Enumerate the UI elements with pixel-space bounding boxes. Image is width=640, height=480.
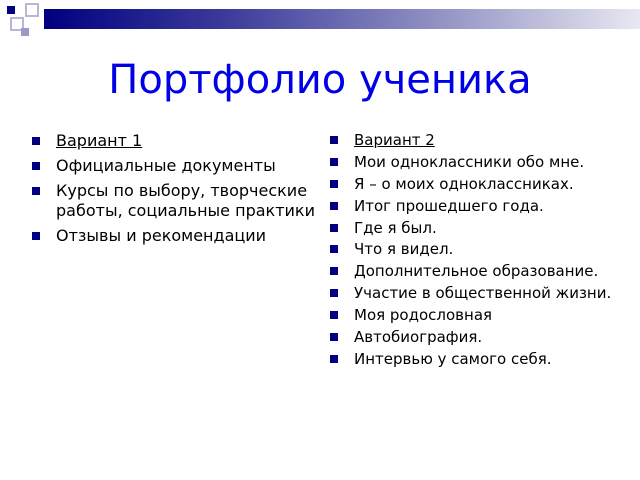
list-item bbox=[328, 240, 628, 259]
header-gradient-bar bbox=[44, 9, 640, 29]
square-bullet-icon bbox=[330, 311, 338, 319]
list-item-text: Где я был. bbox=[354, 218, 437, 237]
list-item-text: Автобиография. bbox=[354, 328, 483, 347]
list-item bbox=[328, 306, 628, 325]
list-item-text: Итог прошедшего года. bbox=[354, 196, 544, 215]
square-bullet-icon bbox=[330, 355, 338, 363]
list-item bbox=[328, 219, 628, 238]
list-item-text: Интервью у самого себя. bbox=[354, 349, 552, 368]
list-item-text: Дополнительное образование. bbox=[354, 262, 599, 281]
list-item-text: Курсы по выбору, творческие работы, социальные практики bbox=[56, 180, 315, 221]
decor-square-light bbox=[21, 28, 29, 36]
square-bullet-icon bbox=[32, 187, 40, 195]
list-item-text: Участие в общественной жизни. bbox=[354, 284, 612, 303]
list-item bbox=[30, 181, 315, 223]
left-column bbox=[30, 131, 315, 251]
list-item-text: Официальные документы bbox=[56, 155, 276, 175]
variant-1-heading: Вариант 1 bbox=[56, 131, 143, 150]
square-bullet-icon bbox=[330, 202, 338, 210]
decor-square-outline-top bbox=[25, 3, 39, 17]
list-item bbox=[30, 156, 315, 177]
square-bullet-icon bbox=[32, 137, 40, 145]
list-item-text: Отзывы и рекомендации bbox=[56, 226, 267, 246]
square-bullet-icon bbox=[330, 180, 338, 188]
list-item bbox=[328, 262, 628, 281]
list-item-text: Мои одноклассники обо мне. bbox=[354, 152, 585, 171]
square-bullet-icon bbox=[330, 158, 338, 166]
list-item bbox=[328, 153, 628, 172]
list-item bbox=[328, 131, 628, 150]
left-bullet-list bbox=[30, 131, 315, 247]
right-bullet-list bbox=[328, 131, 628, 369]
square-bullet-icon bbox=[32, 232, 40, 240]
list-item bbox=[328, 197, 628, 216]
list-item-text: Я – о моих одноклассниках. bbox=[354, 174, 574, 193]
square-bullet-icon bbox=[330, 289, 338, 297]
square-bullet-icon bbox=[330, 245, 338, 253]
list-item bbox=[328, 350, 628, 369]
square-bullet-icon bbox=[330, 136, 338, 144]
list-item bbox=[30, 226, 315, 247]
right-column bbox=[328, 131, 628, 372]
list-item bbox=[328, 175, 628, 194]
variant-2-heading: Вариант 2 bbox=[354, 131, 435, 149]
list-item-text: Что я видел. bbox=[354, 240, 454, 259]
list-item-text: Моя родословная bbox=[354, 306, 493, 325]
list-item bbox=[30, 131, 315, 152]
list-item bbox=[328, 284, 628, 303]
decor-square-navy-top-left bbox=[7, 6, 15, 14]
square-bullet-icon bbox=[32, 162, 40, 170]
square-bullet-icon bbox=[330, 224, 338, 232]
square-bullet-icon bbox=[330, 333, 338, 341]
square-bullet-icon bbox=[330, 267, 338, 275]
list-item bbox=[328, 328, 628, 347]
slide-title: Портфолио ученика bbox=[108, 57, 532, 103]
